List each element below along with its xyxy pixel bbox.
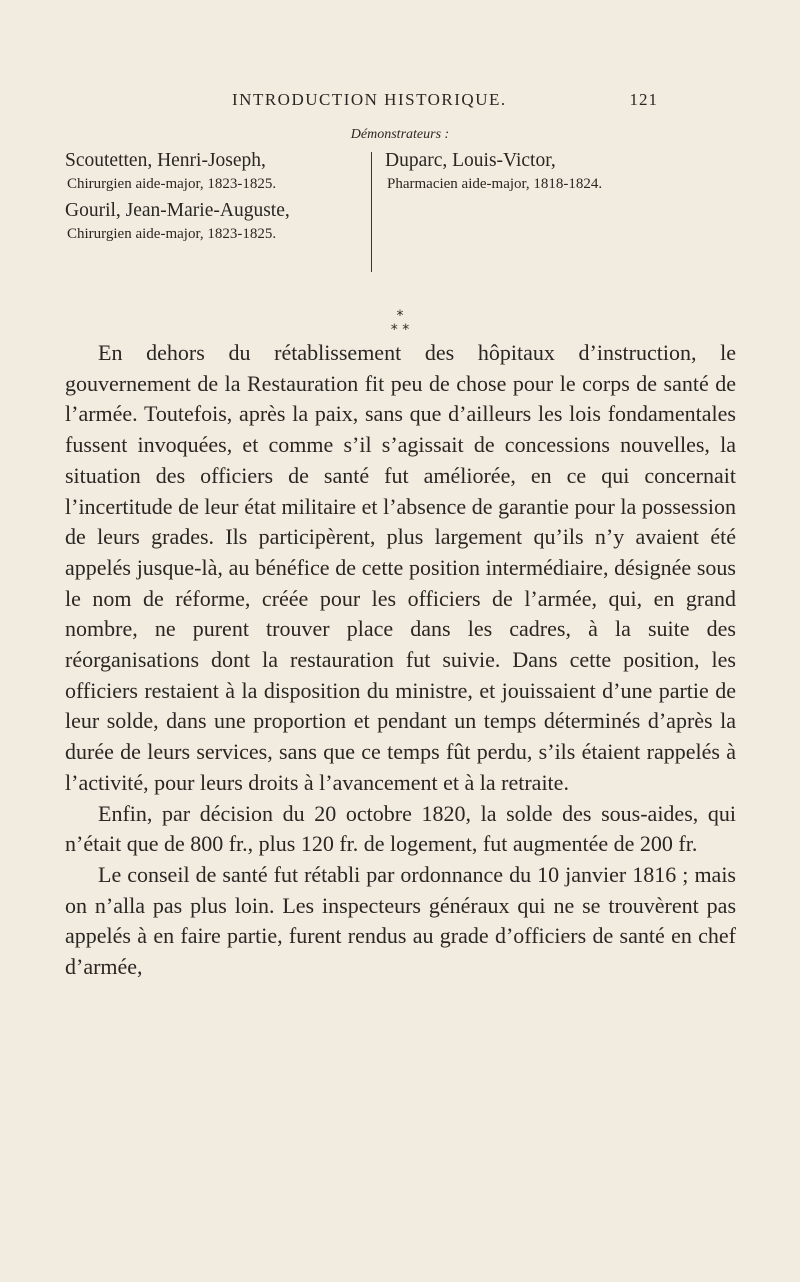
paragraph: Le conseil de santé fut rétabli par ordonnance du 10 janvier 1816 ; mais on n’alla pas plus loin. Les inspecteurs généraux qui ne se trouvèrent pas appelés à en faire partie, furent rendus au grade d’officiers de santé en chef d’armée, xyxy=(65,861,736,980)
demonstrator-role: Pharmacien aide-major, 1818-1824. xyxy=(387,176,603,192)
demonstrator-role: Chirurgien aide-major, 1823-1825. xyxy=(67,176,277,192)
asterism-separator xyxy=(0,309,800,337)
asterism-top: * xyxy=(396,308,404,324)
demonstrator-entry xyxy=(65,198,365,244)
section-label: Démonstrateurs : xyxy=(350,127,450,142)
running-title: INTRODUCTION HISTORIQUE. xyxy=(232,90,507,109)
column-divider xyxy=(371,152,372,272)
body-text xyxy=(65,338,736,983)
demonstrator-name: Scoutetten, Henri-Joseph, xyxy=(65,150,266,171)
paragraph: Enfin, par décision du 20 octobre 1820, la solde des sous-aides, qui n’était que de 800 fr., plus 120 fr. de logement, fut augmentée de 200 fr. xyxy=(65,800,736,857)
demonstrator-entry xyxy=(385,148,725,194)
asterism-bottom: * * xyxy=(390,322,410,338)
demonstrator-name: Gouril, Jean-Marie-Auguste, xyxy=(65,200,290,221)
page-header xyxy=(0,90,800,120)
demonstrators-left-column xyxy=(65,148,365,248)
demonstrator-name: Duparc, Louis-Victor, xyxy=(385,150,556,171)
page-number: 121 xyxy=(629,90,658,109)
paragraph: En dehors du rétablissement des hôpitaux d’instruction, le gouvernement de la Restauration fit peu de chose pour le corps de santé de l’armée. Toutefois, après la paix, sans que d’ailleurs les lois fondamentales fussent invoquées, et comme s’il s’agissait de concessions nouvelles, la situation des officiers de santé fut améliorée, en ce qui concernait l’incertitude de leur état militaire et l’absence de garantie pour la possession de leurs grades. Ils participèrent, plus largement qu’ils n’y avaient été appelés jusque-là, au bénéfice de cette position intermédiaire, désignée sous le nom de réforme, créée pour les officiers de l’armée, qui, en grand nombre, ne purent trouver place dans les cadres, à la suite des réorganisations dont la restauration fut suivie. Dans cette position, les officiers restaient à la disposition du ministre, et jouissaient d’une partie de leur solde, dans une proportion et pendant un temps déterminés d’après la durée de leurs services, sans que ce temps fût perdu, s’ils étaient rappelés à l’activité, pour leurs droits à l’avancement et à la retraite. xyxy=(65,340,736,795)
demonstrator-entry xyxy=(65,148,365,194)
demonstrators-right-column xyxy=(385,148,725,198)
demonstrator-role: Chirurgien aide-major, 1823-1825. xyxy=(67,226,277,242)
